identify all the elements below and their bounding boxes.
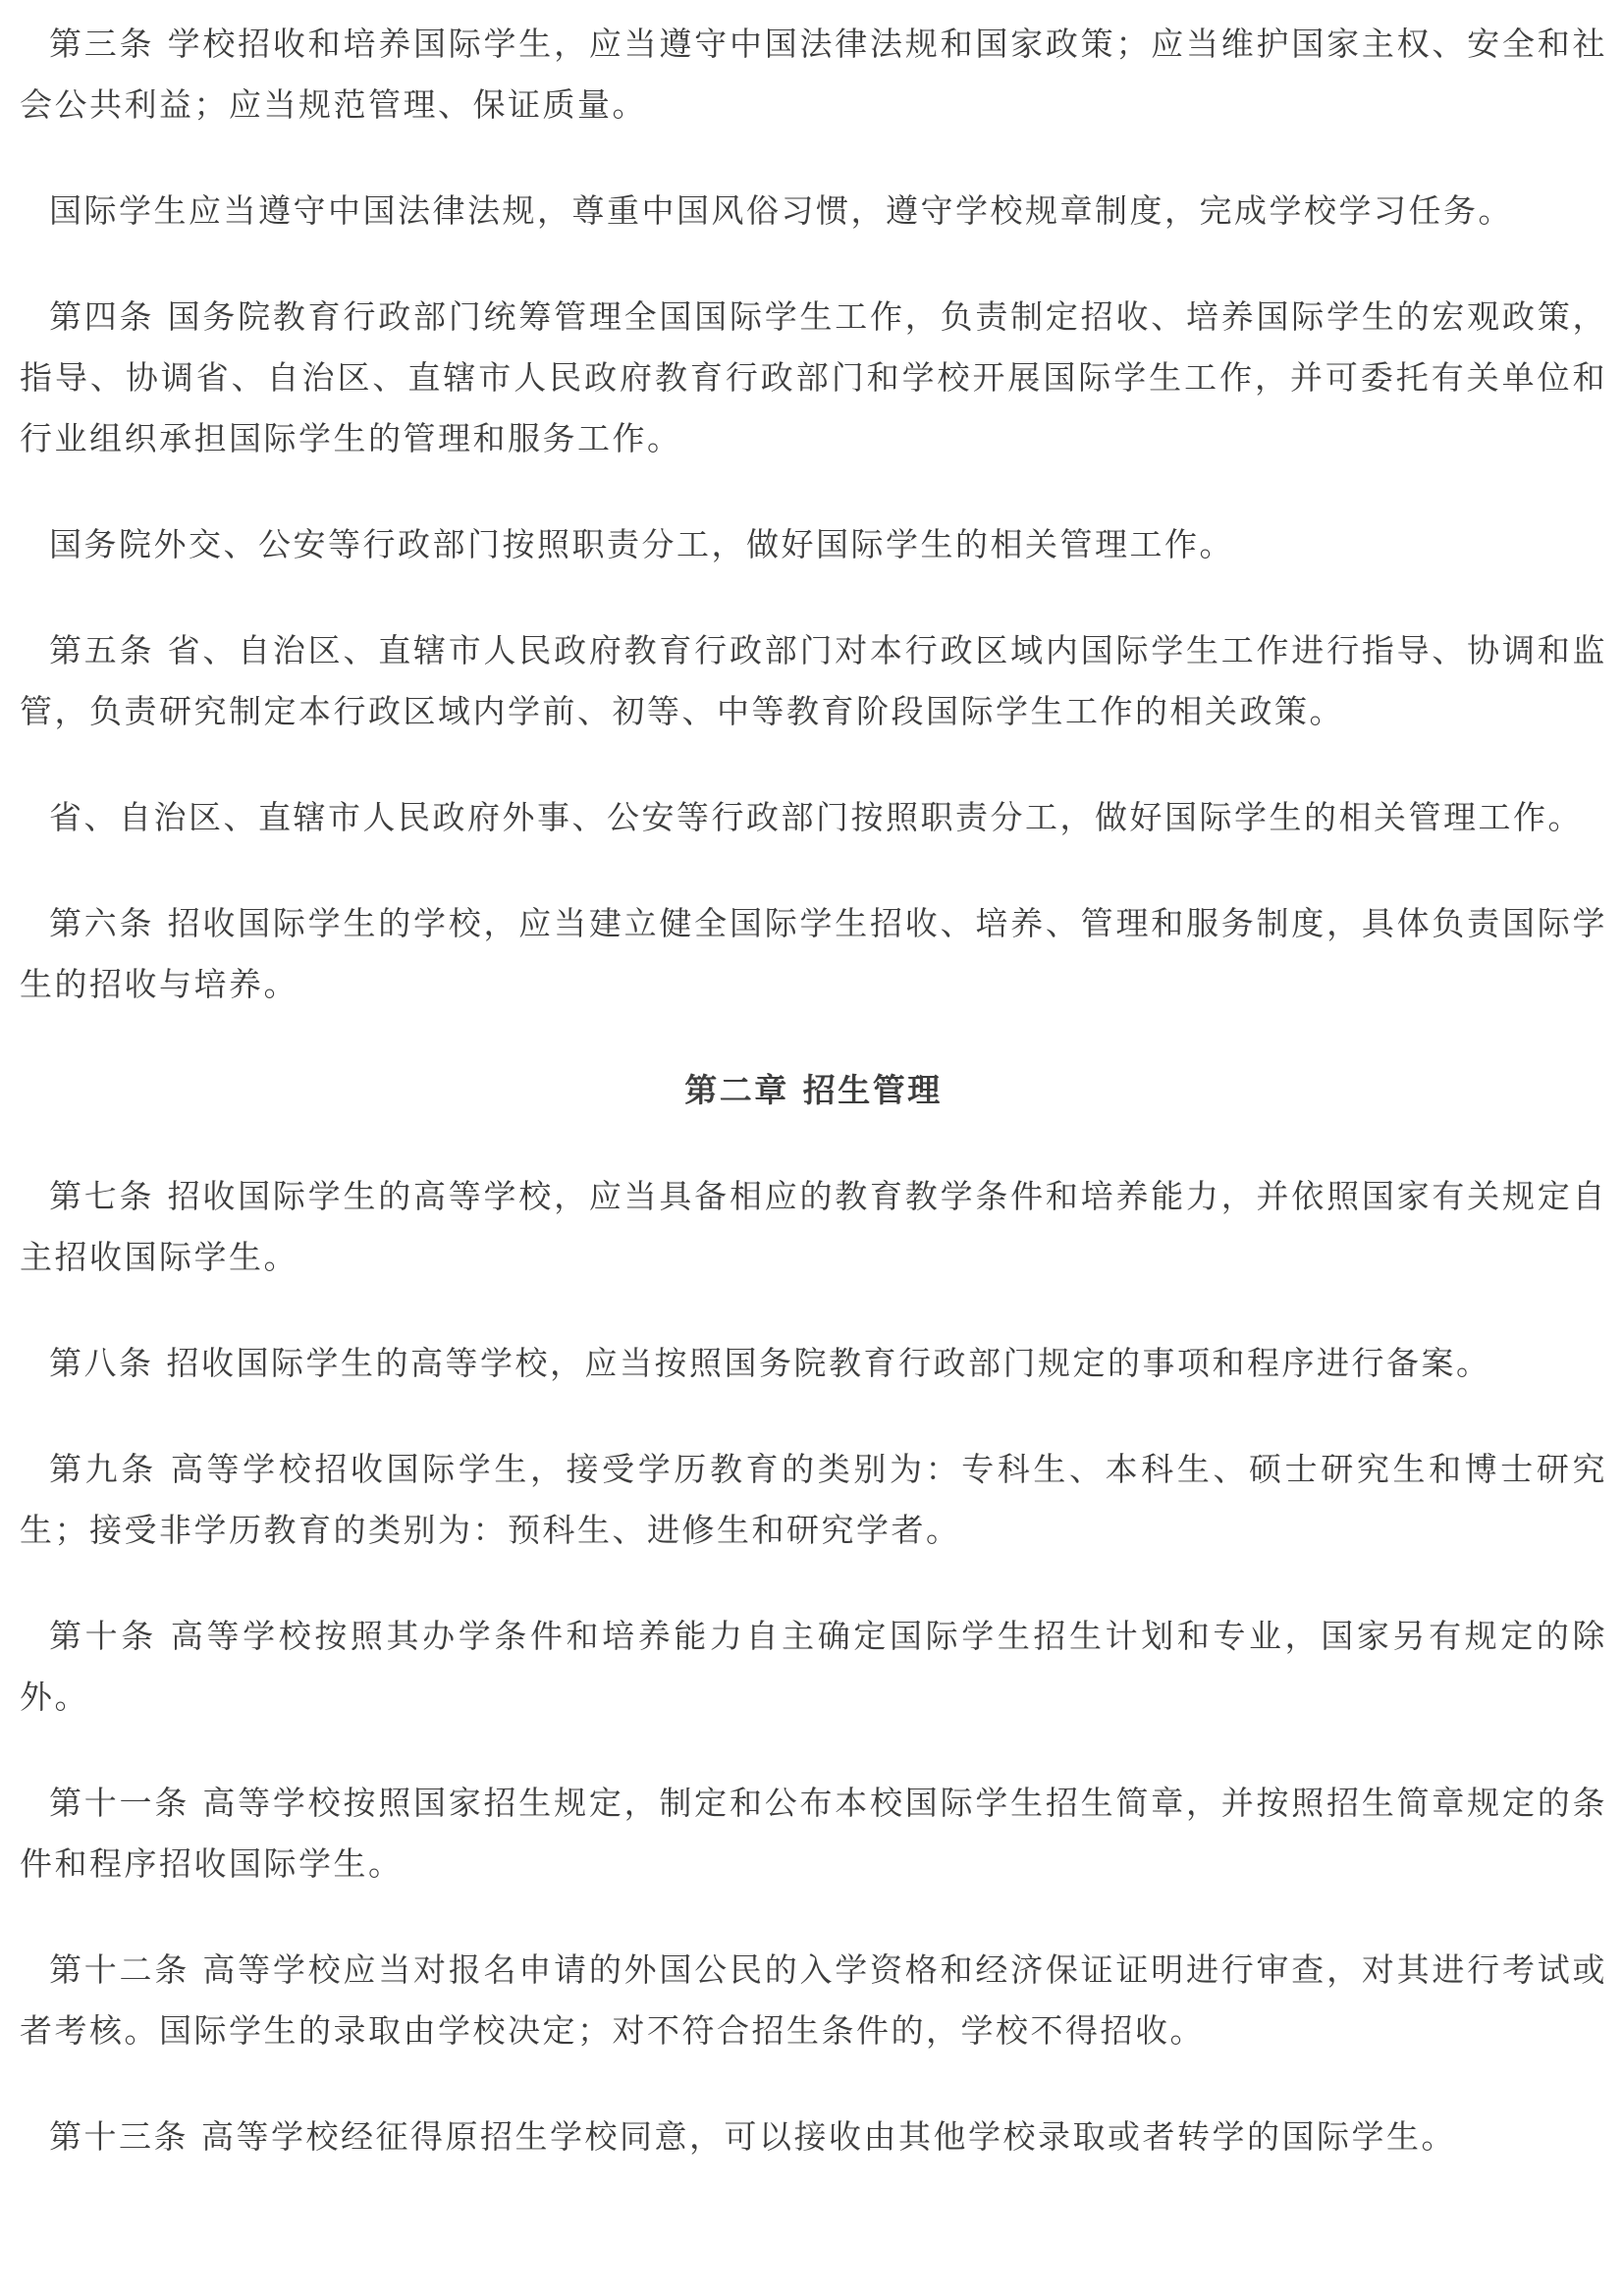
article-paragraph: 第五条 省、自治区、直辖市人民政府教育行政部门对本行政区域内国际学生工作进行指导、协调和监管，负责研究制定本行政区域内学前、初等、中等教育阶段国际学生工作的相关政策。 xyxy=(20,631,1607,730)
article-paragraph: 国际学生应当遵守中国法律法规，尊重中国风俗习惯，遵守学校规章制度，完成学校学习任务。 xyxy=(49,191,1513,230)
article-paragraph: 第十条 高等学校按照其办学条件和培养能力自主确定国际学生招生计划和专业，国家另有规定的除外。 xyxy=(20,1617,1607,1716)
article-paragraph: 国务院外交、公安等行政部门按照职责分工，做好国际学生的相关管理工作。 xyxy=(49,525,1234,563)
article-paragraph: 第七条 招收国际学生的高等学校，应当具备相应的教育教学条件和培养能力，并依照国家有关规定自主招收国际学生。 xyxy=(20,1177,1607,1276)
article-paragraph: 第三条 学校招收和培养国际学生，应当遵守中国法律法规和国家政策；应当维护国家主权、安全和社会公共利益；应当规范管理、保证质量。 xyxy=(20,25,1607,124)
article-paragraph: 第八条 招收国际学生的高等学校，应当按照国务院教育行政部门规定的事项和程序进行备案。 xyxy=(49,1344,1491,1382)
article-paragraph: 第十三条 高等学校经征得原招生学校同意，可以接收由其他学校录取或者转学的国际学生。 xyxy=(49,2117,1456,2156)
article-paragraph: 第九条 高等学校招收国际学生，接受学历教育的类别为：专科生、本科生、硕士研究生和博士研究生；接受非学历教育的类别为：预科生、进修生和研究学者。 xyxy=(20,1450,1607,1549)
article-paragraph: 第十二条 高等学校应当对报名申请的外国公民的入学资格和经济保证证明进行审查，对其进行考试或者考核。国际学生的录取由学校决定；对不符合招生条件的，学校不得招收。 xyxy=(20,1950,1607,2050)
article-paragraph: 省、自治区、直辖市人民政府外事、公安等行政部门按照职责分工，做好国际学生的相关管理工作。 xyxy=(49,798,1583,836)
chapter-heading: 第二章 招生管理 xyxy=(684,1071,943,1109)
article-paragraph: 第四条 国务院教育行政部门统筹管理全国国际学生工作，负责制定招收、培养国际学生的宏观政策，指导、协调省、自治区、直辖市人民政府教育行政部门和学校开展国际学生工作，并可委托有关单位和行业组织承担国际学生的管理和服务工作。 xyxy=(20,297,1607,457)
article-paragraph: 第十一条 高等学校按照国家招生规定，制定和公布本校国际学生招生简章，并按照招生简章规定的条件和程序招收国际学生。 xyxy=(20,1784,1607,1883)
article-paragraph: 第六条 招收国际学生的学校，应当建立健全国际学生招收、培养、管理和服务制度，具体负责国际学生的招收与培养。 xyxy=(20,904,1607,1003)
